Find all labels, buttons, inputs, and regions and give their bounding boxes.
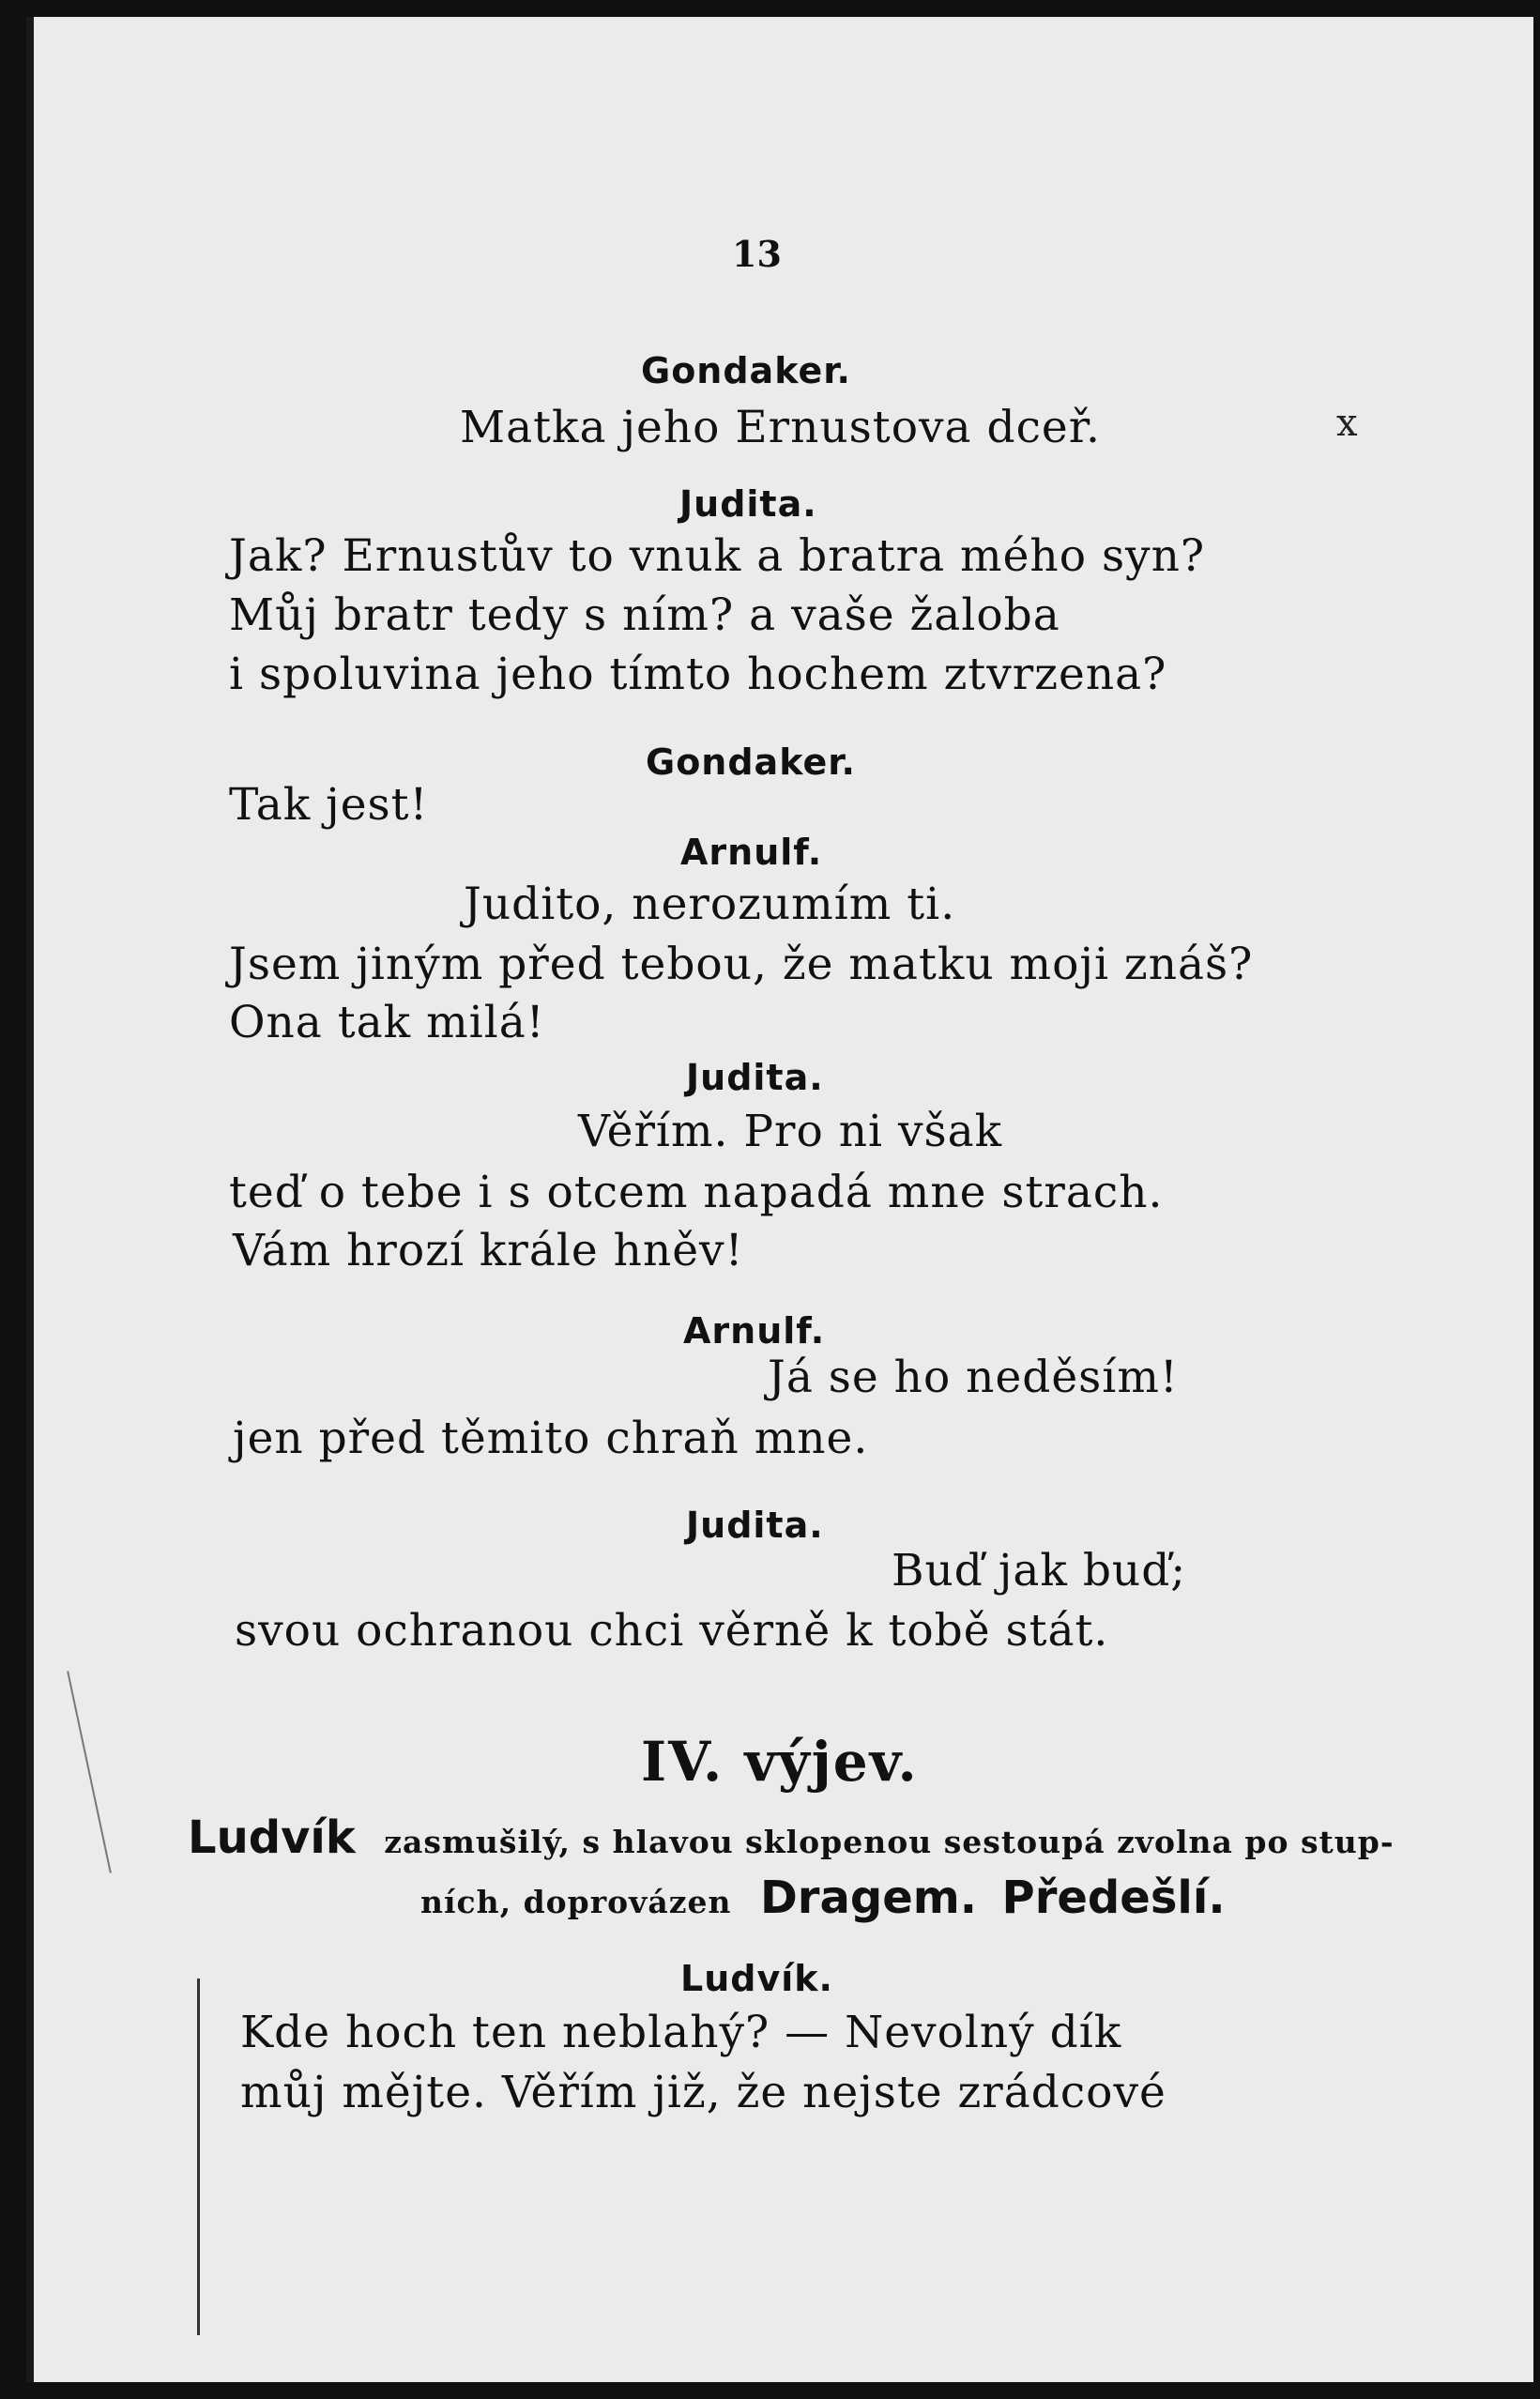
verse-line: Věřím. Pro ni však	[578, 1106, 1003, 1157]
speaker-judita: Judita.	[686, 1057, 824, 1098]
verse-line: Já se ho neděsím!	[768, 1352, 1179, 1403]
speaker-gondaker: Gondaker.	[646, 741, 856, 783]
verse-line: Matka jeho Ernustova dceř.	[460, 402, 1101, 453]
speaker-judita: Judita.	[679, 483, 817, 525]
character-name: Ludvík	[188, 1811, 356, 1864]
verse-line: Ona tak milá!	[229, 997, 545, 1048]
gutter-shadow	[26, 17, 34, 2382]
verse-line: Můj bratr tedy s ním? a vaše žaloba	[229, 589, 1060, 641]
verse-line: Vám hrozí krále hněv!	[233, 1225, 744, 1276]
stage-direction-line-2	[420, 1872, 1226, 1924]
speaker-ludvik: Ludvík.	[680, 1958, 833, 1999]
speaker-arnulf: Arnulf.	[683, 1310, 826, 1352]
page-fold-line	[197, 1979, 200, 2335]
character-name: Dragem.	[759, 1872, 978, 1924]
character-name: Předešlí.	[1001, 1872, 1226, 1924]
speaker-arnulf: Arnulf.	[680, 832, 823, 873]
verse-line: i spoluvina jeho tímto hochem ztvrzena?	[229, 649, 1167, 700]
verse-line: Jak? Ernustův to vnuk a bratra mého syn?	[229, 530, 1206, 582]
verse-line: Buď jak buď;	[892, 1545, 1187, 1597]
verse-line: Judito, nerozumím ti.	[464, 879, 956, 930]
stage-direction-text: zasmušilý, s hlavou sklopenou sestoupá zvolna po stup-	[384, 1824, 1395, 1860]
verse-line: jen před těmito chraň mne.	[233, 1413, 869, 1464]
verse-line: teď o tebe i s otcem napadá mne strach.	[229, 1167, 1164, 1218]
stage-direction-text: ních, doprovázen	[420, 1884, 732, 1920]
book-page	[26, 17, 1533, 2382]
stage-direction-line-1	[188, 1811, 1395, 1864]
scene-title: IV. výjev.	[641, 1730, 919, 1794]
margin-mark: x	[1336, 402, 1358, 445]
speaker-judita: Judita.	[686, 1505, 824, 1546]
page-scratch	[67, 1671, 112, 1873]
page-number: 13	[732, 233, 782, 275]
verse-line: Tak jest!	[229, 779, 429, 831]
verse-line: svou ochranou chci věrně k tobě stát.	[235, 1605, 1109, 1657]
speaker-gondaker: Gondaker.	[641, 350, 851, 391]
verse-line: můj mějte. Věřím již, že nejste zrádcové	[240, 2067, 1166, 2118]
verse-line: Jsem jiným před tebou, že matku moji znáš?	[229, 939, 1254, 990]
verse-line: Kde hoch ten neblahý? — Nevolný dík	[240, 2007, 1122, 2058]
